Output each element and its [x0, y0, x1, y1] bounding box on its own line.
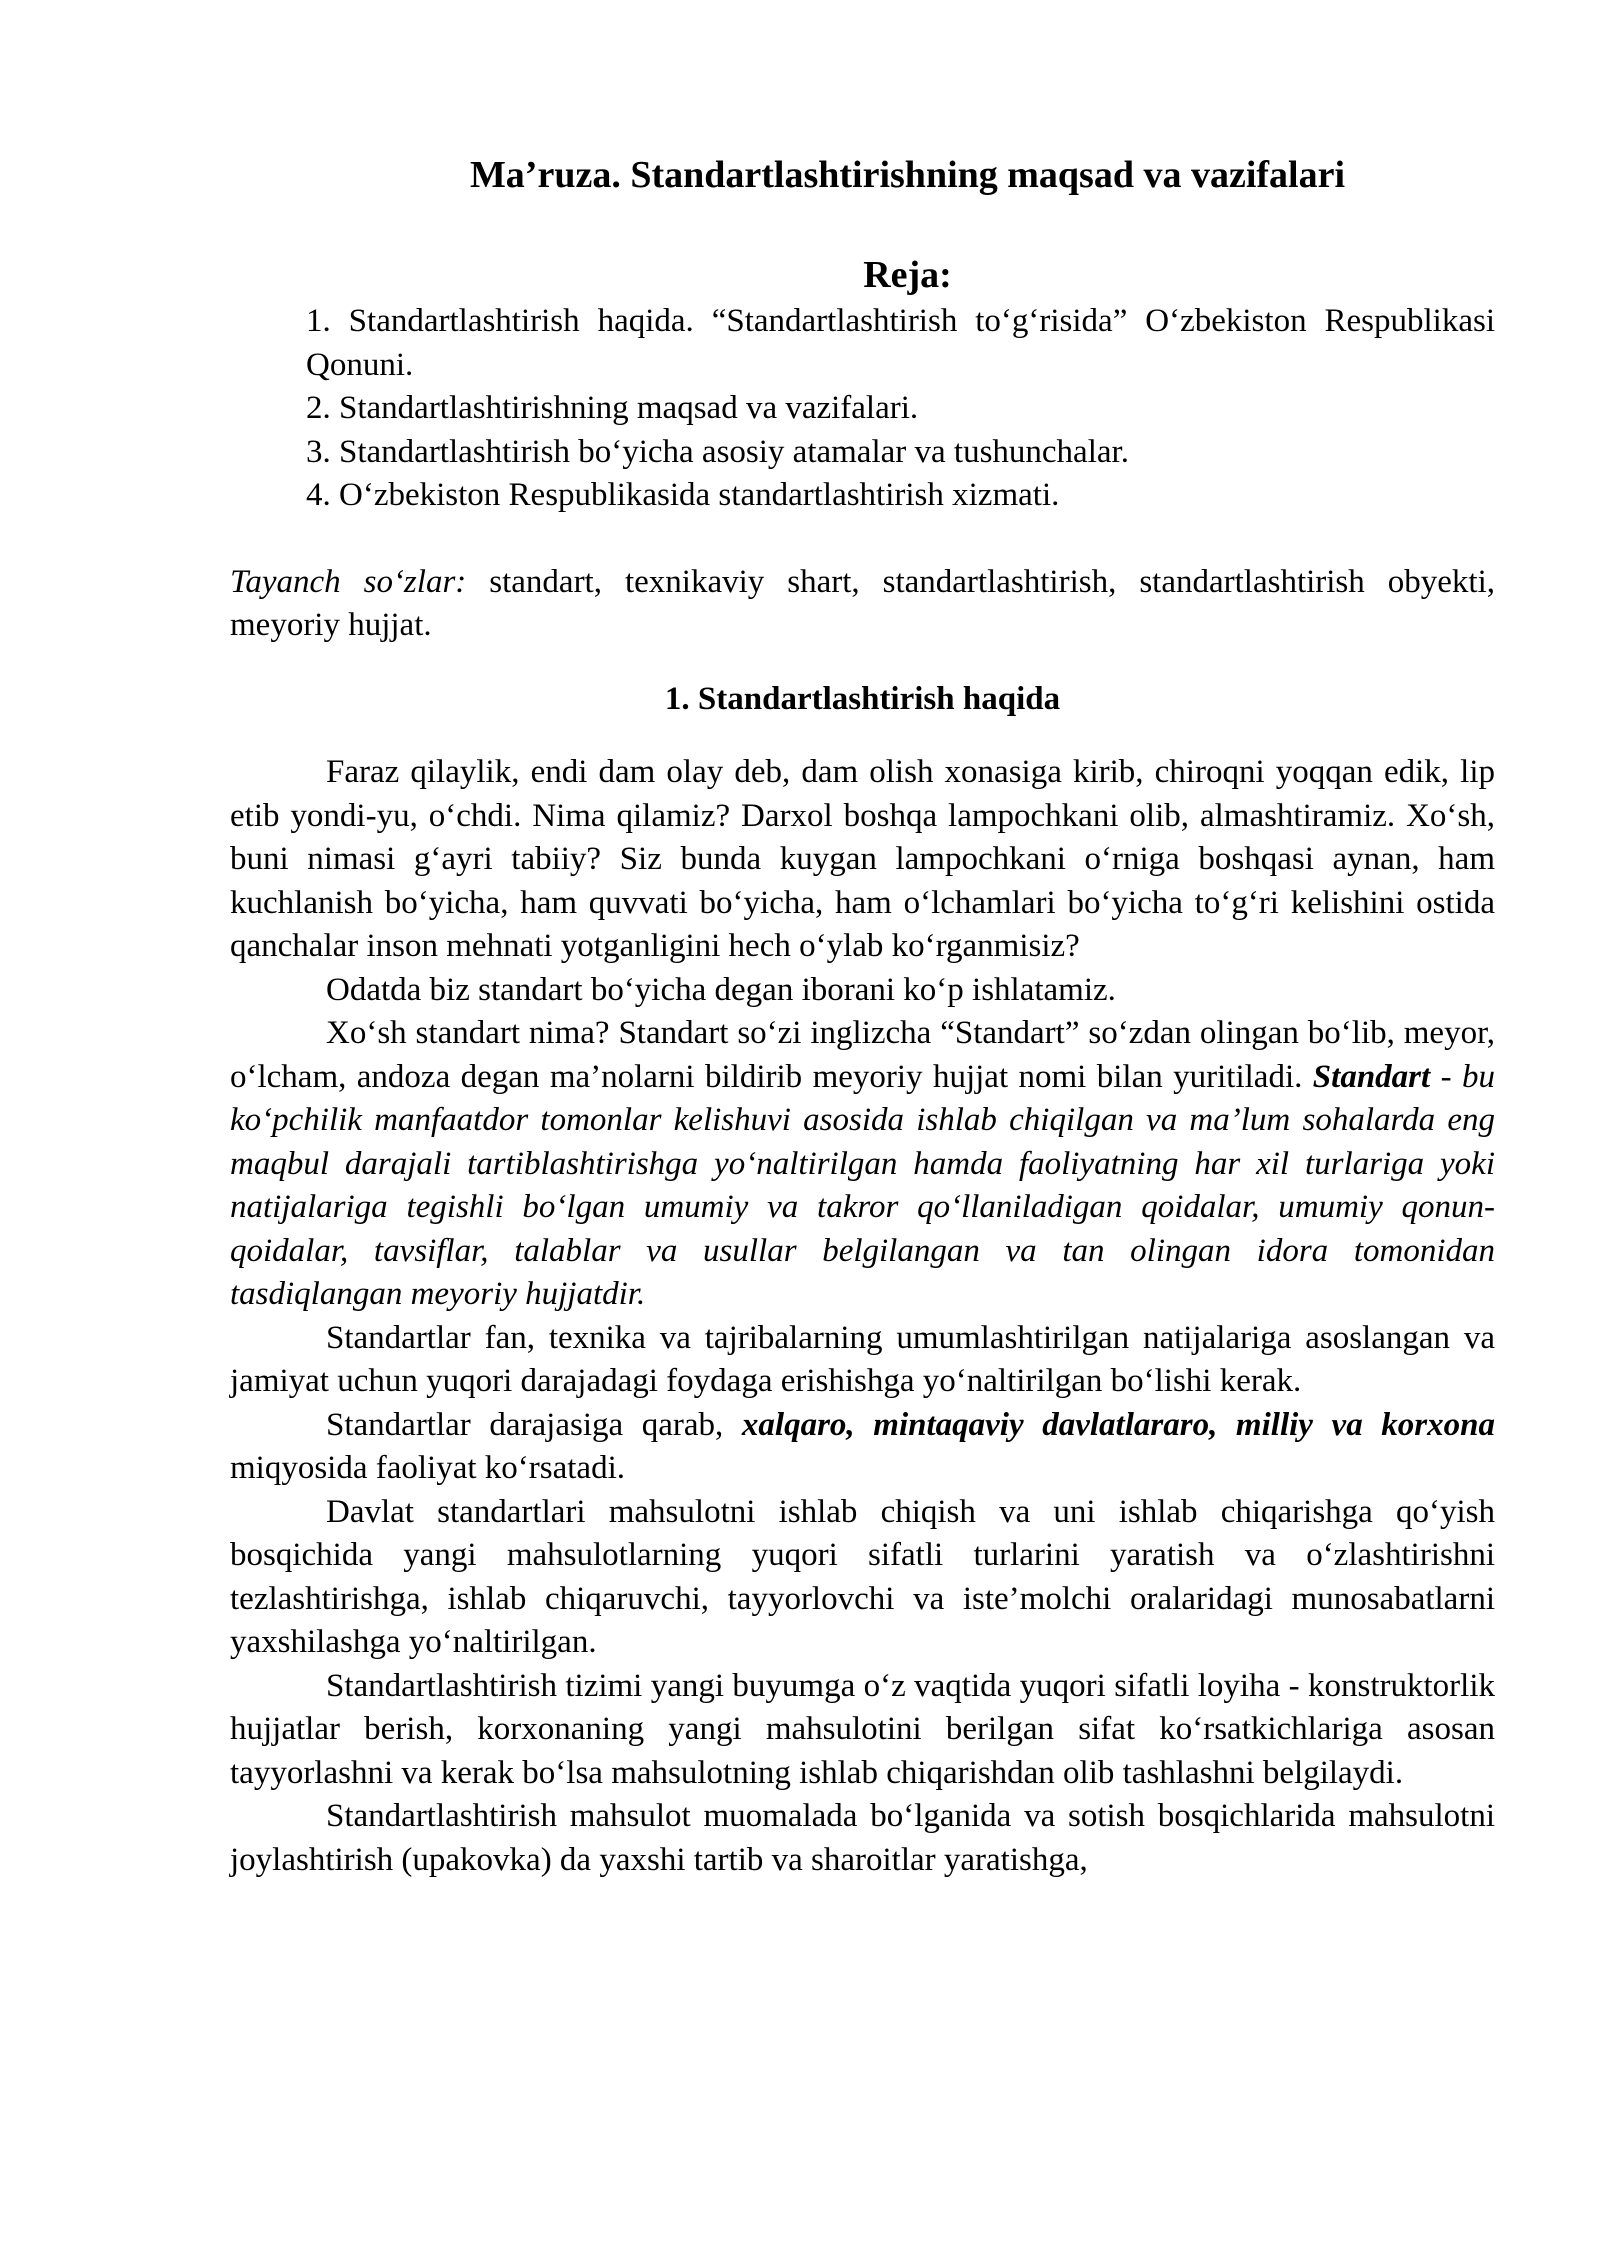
plan-item-2: 2. Standartlashtirishning maqsad va vazifalari.: [306, 390, 919, 426]
standart-term: Standart: [1312, 1058, 1431, 1095]
paragraph-2: Odatda biz standart bo‘yicha degan iborani ko‘p ishlatamiz.: [326, 971, 1116, 1008]
paragraph-8: Standartlashtirish mahsulot muomalada bo‘lganida va sotish bosqichlarida mahsulotni joylashtirish (upakovka) da yaxshi tartib va sharoitlar yaratishga,: [230, 1798, 1495, 1878]
paragraph-7: Standartlashtirish tizimi yangi buyumga o‘z vaqtida yuqori sifatli loyiha - konstruktorlik hujjatlar berish, korxonaning yangi mahsulotini berilgan sifat ko‘rsatkichlariga asosan tayyorlashni va kerak bo‘lsa mahsulotning ishlab chiqarishdan olib tashlashni belgilaydi.: [230, 1667, 1495, 1791]
document-page: [230, 150, 1495, 1882]
paragraph-5: [230, 1404, 1495, 1491]
paragraph-3: [230, 1012, 1495, 1317]
standart-definition: - bu ko‘pchilik manfaatdor tomonlar kelishuvi asosida ishlab chiqilgan va ma’lum sohalarda eng maqbul darajali tartiblashtirishga yo‘naltirilgan hamda faoliyatning har xil turlariga yoki natijalariga tegishli bo‘lgan umumiy va takror qo‘llaniladigan qoidalar, umumiy qonun-qoidalar, tavsiflar, talablar va usullar belgilangan va tan olingan idora tomonidan tasdiqlangan meyoriy hujjatdir.: [230, 1058, 1495, 1312]
paragraph-4: Standartlar fan, texnika va tajribalarning umumlashtirilgan natijalariga asoslangan va jamiyat uchun yuqori darajadagi foydaga erishishga yo‘naltirilgan bo‘lishi kerak.: [230, 1319, 1495, 1399]
keywords-paragraph: [230, 561, 1495, 648]
keywords-label: Tayanch so‘zlar:: [230, 563, 467, 600]
paragraph-5-end: miqyosida faoliyat ko‘rsatadi.: [230, 1450, 625, 1486]
keywords-text: standart, texnikaviy shart, standartlashtirish, standartlashtirish obyekti, meyoriy hujjat.: [230, 563, 1495, 643]
plan-list: [230, 300, 1495, 518]
page-title: Ma’ruza. Standartlashtirishning maqsad va vazifalari: [469, 154, 1346, 196]
paragraph-6: Davlat standartlari mahsulotni ishlab chiqish va uni ishlab chiqarishga qo‘yish bosqichida yangi mahsulotlarning yuqori sifatli turlarini yaratish va o‘zlashtirishni tezlashtirishga, ishlab chiqaruvchi, tayyorlovchi va iste’molchi oralaridagi munosabatlarni yaxshilashga yo‘naltirilgan.: [230, 1493, 1495, 1660]
standard-levels: xalqaro, mintaqaviy davlatlararo, milliy va korxona: [741, 1406, 1495, 1443]
plan-item-1: 1. Standartlashtirish haqida. “Standartlashtirish to‘g‘risida” O‘zbekiston Respublikasi Qonuni.: [306, 303, 1495, 383]
paragraph-3-text: Xo‘sh standart nima? Standart so‘zi inglizcha “Standart” so‘zdan olingan bo‘lib, meyor, o‘lcham, andoza degan ma’nolarni bildirib meyoriy hujjat nomi bilan yuritiladi.: [230, 1015, 1495, 1095]
paragraph-5-start: Standartlar darajasiga qarab,: [326, 1406, 742, 1443]
section-1-title: 1. Standartlashtirish haqida: [664, 680, 1061, 717]
plan-item-4: 4. O‘zbekiston Respublikasida standartlashtirish xizmati.: [306, 477, 1060, 513]
paragraph-1: Faraz qilaylik, endi dam olay deb, dam olish xonasiga kirib, chiroqni yoqqan edik, lip etib yondi-yu, o‘chdi. Nima qilamiz? Darxol boshqa lampochkani olib, almashtiramiz. Xo‘sh, buni nimasi g‘ayri tabiiy? Siz bunda kuygan lampochkani o‘rniga boshqasi aynan, ham kuchlanish bo‘yicha, ham quvvati bo‘yicha, ham o‘lchamlari bo‘yicha to‘g‘ri kelishini ostida qanchalar inson mehnati yotganligini hech o‘ylab ko‘rganmisiz?: [230, 754, 1495, 964]
plan-title: Reja:: [863, 254, 952, 296]
plan-item-3: 3. Standartlashtirish bo‘yicha asosiy atamalar va tushunchalar.: [306, 433, 1129, 470]
